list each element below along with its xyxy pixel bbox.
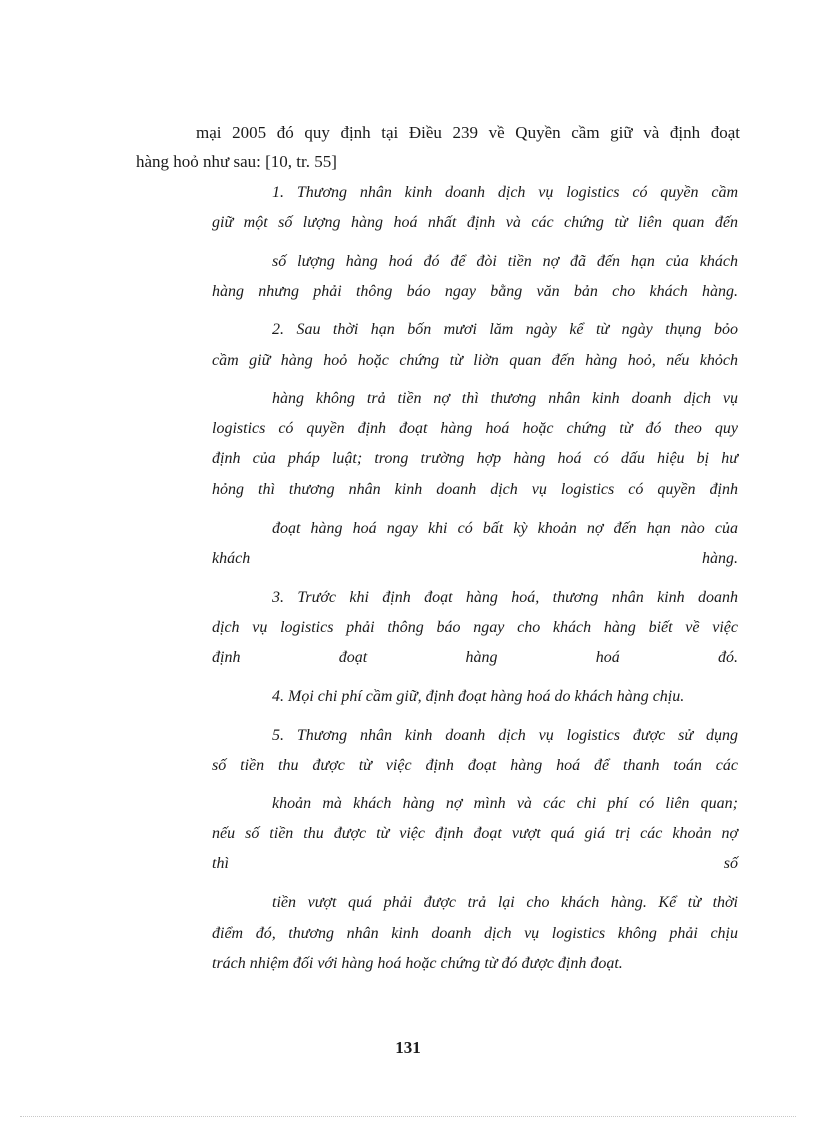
quote-line: giữ một số lượng hàng hoá nhất định và các chứng từ liên quan đến [212, 214, 738, 231]
intro-line-2: hàng hoỏ như sau: [10, tr. 55] [136, 152, 337, 171]
quote-line: định của pháp luật; trong trường hợp hàng hoá có dấu hiệu bị hư [212, 450, 738, 467]
quote-line: hỏng thì thương nhân kinh doanh dịch vụ logistics có quyền định [212, 481, 738, 498]
quote-line: định đoạt hàng hoá đó. [212, 649, 738, 666]
quote-line: số lượng hàng hoá đó để đòi tiền nợ đã đến hạn của khách [272, 253, 738, 270]
page-bottom-divider [20, 1116, 796, 1117]
quote-line: cầm giữ hàng hoỏ hoặc chứng từ liờn quan đến hàng hoỏ, nếu khỏch [212, 352, 738, 369]
quote-line: nếu số tiền thu được từ việc định đoạt vượt quá giá trị các khoản nợ [212, 825, 738, 842]
quote-line: dịch vụ logistics phải thông báo ngay cho khách hàng biết về việc [212, 619, 738, 636]
quote-line: 2. Sau thời hạn bốn mươi lăm ngày kể từ ngày thụng bỏo [272, 321, 738, 338]
quote-line: số tiền thu được từ việc định đoạt hàng hoá để thanh toán các [212, 757, 738, 774]
quote-line: khoản mà khách hàng nợ mình và các chi phí có liên quan; [272, 795, 738, 812]
quote-line: trách nhiệm đối với hàng hoá hoặc chứng từ đó được định đoạt. [212, 955, 623, 972]
quote-line: 4. Mọi chi phí cầm giữ, định đoạt hàng hoá do khách hàng chịu. [272, 688, 685, 705]
intro-line-1: mại 2005 đó quy định tại Điều 239 về Quyền cầm giữ và định đoạt [196, 123, 740, 142]
quote-line: 1. Thương nhân kinh doanh dịch vụ logistics có quyền cầm [272, 184, 738, 201]
quote-line: điểm đó, thương nhân kinh doanh dịch vụ logistics không phải chịu [212, 925, 738, 942]
quote-line: logistics có quyền định đoạt hàng hoá hoặc chứng từ đó theo quy [212, 420, 738, 437]
quote-line: khách hàng. [212, 550, 738, 567]
quote-line: tiền vượt quá phải được trả lại cho khách hàng. Kể từ thời [272, 894, 738, 911]
quote-line: hàng không trả tiền nợ thì thương nhân kinh doanh dịch vụ [272, 390, 738, 407]
page-number: 131 [395, 1038, 421, 1057]
quote-line: 5. Thương nhân kinh doanh dịch vụ logistics được sử dụng [272, 727, 738, 744]
quote-line: 3. Trước khi định đoạt hàng hoá, thương nhân kinh doanh [272, 589, 738, 606]
quote-line: hàng nhưng phải thông báo ngay bằng văn bản cho khách hàng. [212, 283, 738, 300]
quote-line: thì số [212, 855, 738, 872]
quote-line: đoạt hàng hoá ngay khi có bất kỳ khoản nợ đến hạn nào của [272, 520, 738, 537]
